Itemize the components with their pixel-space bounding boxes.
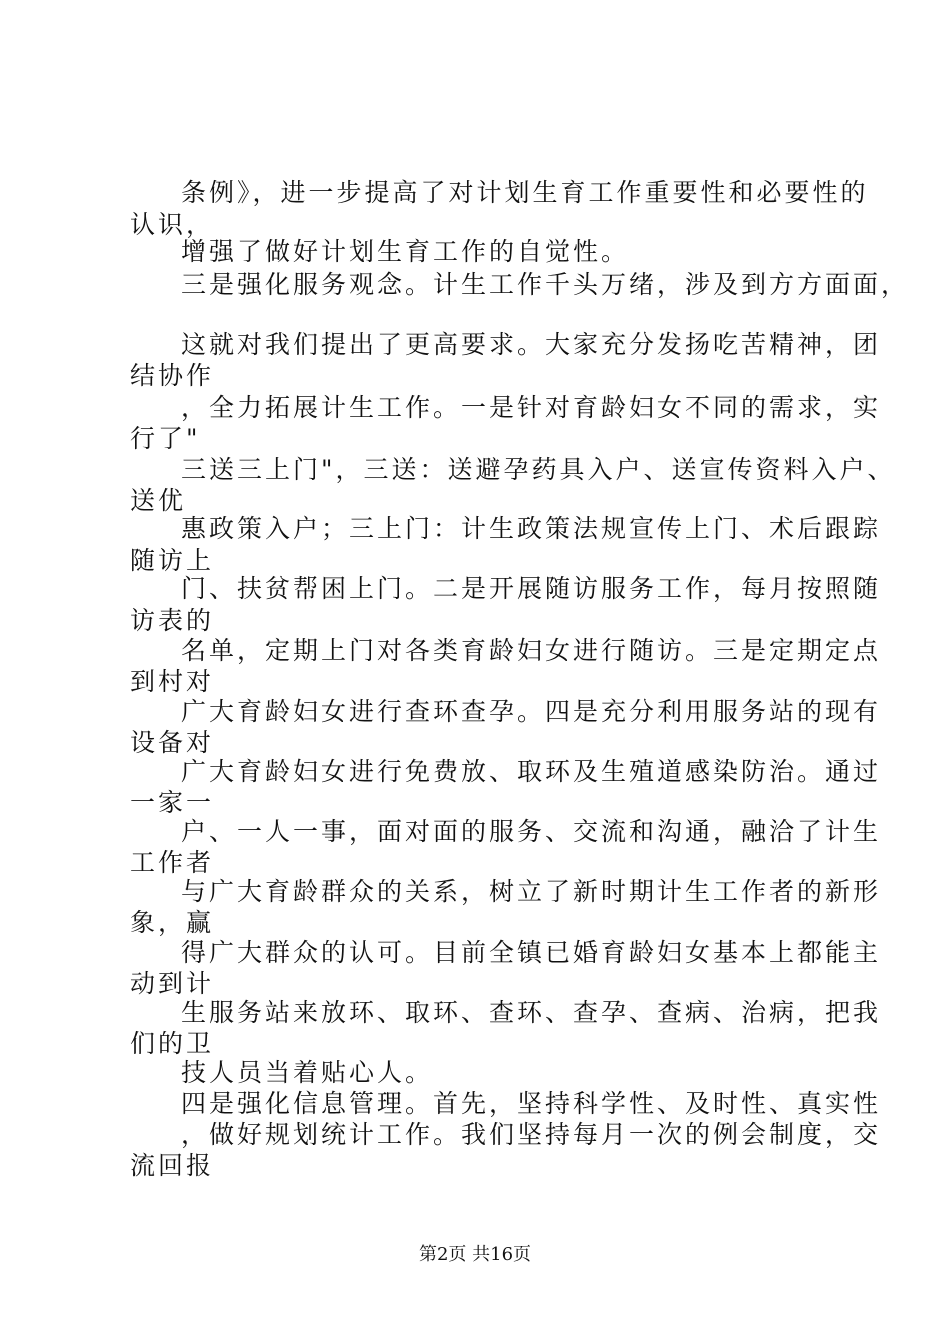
body-line: 到村对	[130, 667, 215, 696]
body-line: 认识，	[130, 210, 215, 239]
body-line: 广大育龄妇女进行查环查孕。四是充分利用服务站的现有	[181, 697, 882, 726]
body-line: 行了"	[130, 424, 201, 453]
body-line: 这就对我们提出了更高要求。大家充分发扬吃苦精神，团	[181, 330, 882, 359]
body-line: 象，赢	[130, 908, 215, 937]
body-line: 动到计	[130, 969, 215, 998]
body-line: 名单，定期上门对各类育龄妇女进行随访。三是定期定点	[181, 636, 882, 665]
body-line: 三是强化服务观念。计生工作千头万绪，涉及到方方面面，	[181, 270, 910, 299]
body-line: 条例》，进一步提高了对计划生育工作重要性和必要性的	[181, 178, 869, 207]
body-line: 广大育龄妇女进行免费放、取环及生殖道感染防治。通过	[181, 757, 882, 786]
body-line: 随访上	[130, 546, 215, 575]
body-line: 送优	[130, 486, 187, 515]
page-footer: 第2页 共16页	[418, 1244, 532, 1265]
body-line: 户、一人一事，面对面的服务、交流和沟通，融洽了计生	[181, 817, 882, 846]
body-line: 生服务站来放环、取环、查环、查孕、查病、治病，把我	[181, 998, 882, 1027]
body-line: 一家一	[130, 788, 215, 817]
body-line: 得广大群众的认可。目前全镇已婚育龄妇女基本上都能主	[181, 938, 882, 967]
body-line: 工作者	[130, 848, 215, 877]
body-line: 设备对	[130, 728, 215, 757]
body-line: ，全力拓展计生工作。一是针对育龄妇女不同的需求，实	[181, 393, 882, 422]
body-line: 结协作	[130, 361, 215, 390]
body-line: 们的卫	[130, 1029, 215, 1058]
body-line: 增强了做好计划生育工作的自觉性。	[181, 237, 630, 266]
body-line: 流回报	[130, 1151, 215, 1180]
body-line: 三送三上门"，三送：送避孕药具入户、送宣传资料入户、	[181, 455, 896, 484]
body-line: 惠政策入户；三上门：计生政策法规宣传上门、术后跟踪	[181, 514, 882, 543]
body-line: 四是强化信息管理。首先，坚持科学性、及时性、真实性	[181, 1089, 882, 1118]
body-line: 访表的	[130, 606, 215, 635]
body-line: 门、扶贫帮困上门。二是开展随访服务工作，每月按照随	[181, 574, 882, 603]
body-line: ，做好规划统计工作。我们坚持每月一次的例会制度，交	[181, 1120, 882, 1149]
body-line: 与广大育龄群众的关系，树立了新时期计生工作者的新形	[181, 877, 882, 906]
body-line: 技人员当着贴心人。	[181, 1058, 434, 1087]
